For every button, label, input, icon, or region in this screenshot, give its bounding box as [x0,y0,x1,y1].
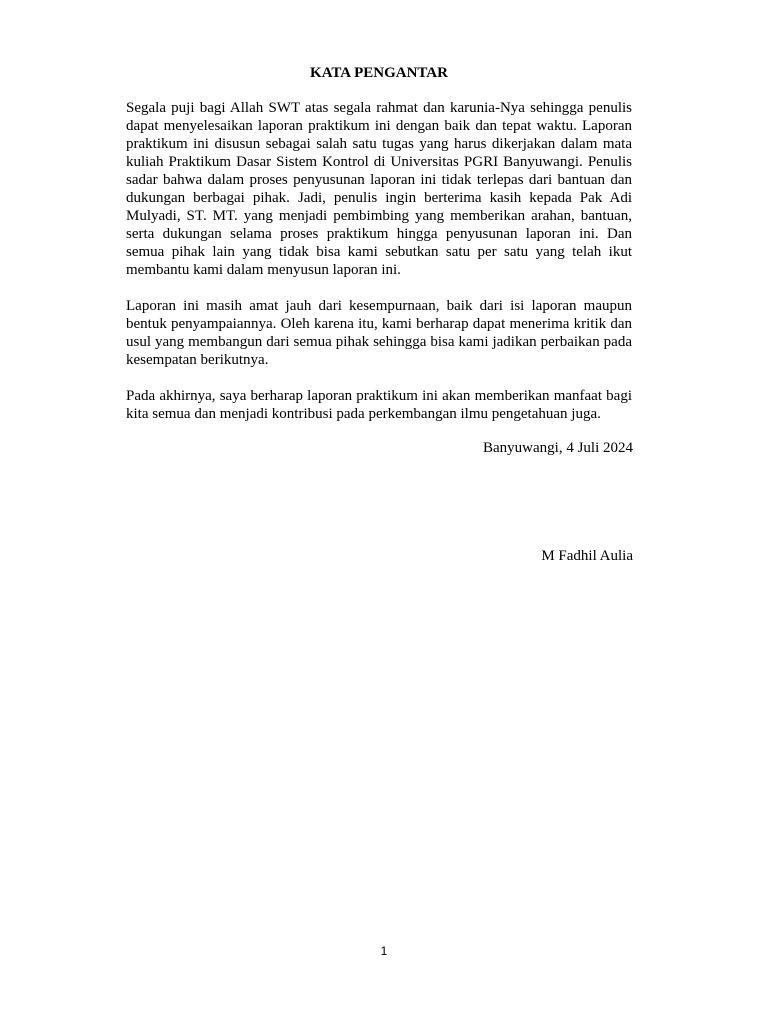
signer-name: M Fadhil Aulia [541,548,633,564]
place-date: Banyuwangi, 4 Juli 2024 [483,440,633,456]
paragraph-imperfection: Laporan ini masih amat jauh dari kesempurnaan, baik dari isi laporan maupun bentuk penyampaiannya. Oleh karena itu, kami berharap dapat menerima kritik dan usul yang membangun dari semua pihak sehingga bisa kami jadikan perbaikan pada kesempatan berikutnya. [126,298,632,368]
page-title: KATA PENGANTAR [310,65,448,81]
document-body [126,99,632,441]
paragraph-closing: Pada akhirnya, saya berharap laporan praktikum ini akan memberikan manfaat bagi kita semua dan menjadi kontribusi pada perkembangan ilmu pengetahuan juga. [126,388,632,422]
paragraph-acknowledgement: Segala puji bagi Allah SWT atas segala rahmat dan karunia-Nya sehingga penulis dapat menyelesaikan laporan praktikum ini dengan baik dan tepat waktu. Laporan praktikum ini disusun sebagai salah satu tugas yang harus dikerjakan dalam mata kuliah Praktikum Dasar Sistem Kontrol di Universitas PGRI Banyuwangi. Penulis sadar bahwa dalam proses penyusunan laporan ini tidak terlepas dari bantuan dan dukungan berbagai pihak. Jadi, penulis ingin berterima kasih kepada Pak Adi Mulyadi, ST. MT. yang menjadi pembimbing yang memberikan arahan, bantuan, serta dukungan selama proses praktikum hingga penyusunan laporan ini. Dan semua pihak lain yang tidak bisa kami sebutkan satu per satu yang telah ikut membantu kami dalam menyusun laporan ini. [126,100,632,278]
page-number: 1 [380,944,388,958]
